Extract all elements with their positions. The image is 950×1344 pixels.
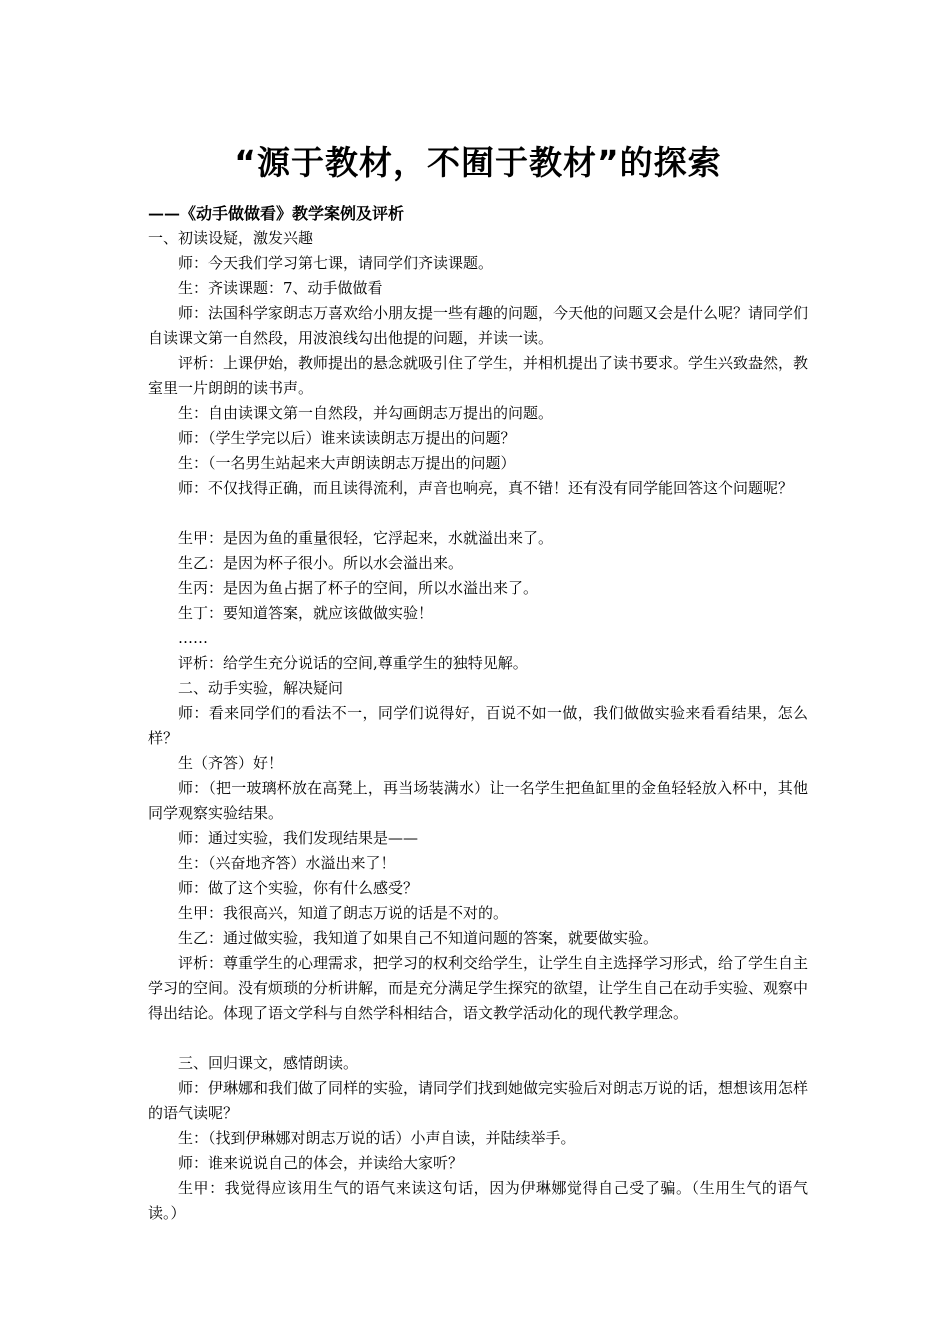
document-title: “源于教材，不囿于教材”的探索 [234,143,722,182]
paragraph: 师：通过实验，我们发现结果是—— [178,829,419,847]
paragraph: 师：做了这个实验，你有什么感受？ [178,879,419,897]
section-heading: 三、回归课文，感情朗读。 [178,1054,359,1072]
paragraph: 师：伊琳娜和我们做了同样的实验，请同学们找到她做完实验后对朗志万说的话，想想该用怎样的语气读呢？ [148,1079,809,1122]
paragraph: 师：看来同学们的看法不一，同学们说得好，百说不如一做，我们做做实验来看看结果，怎么样？ [148,704,808,747]
paragraph: 生：（一名男生站起来大声朗读朗志万提出的问题） [178,454,516,472]
paragraph: 生丙：是因为鱼占据了杯子的空间，所以水溢出来了。 [178,579,539,597]
paragraph: 师：法国科学家朗志万喜欢给小朋友提一些有趣的问题，今天他的问题又会是什么呢？请同学们自读课文第一自然段，用波浪线勾出他提的问题，并读一读。 [148,304,809,347]
paragraph: 师：（学生学完以后）谁来读读朗志万提出的问题？ [178,429,516,447]
paragraph: 生乙：通过做实验，我知道了如果自己不知道问题的答案，就要做实验。 [178,929,659,947]
paragraph: 生（齐答）好！ [178,754,284,772]
paragraph: 评析：给学生充分说话的空间,尊重学生的独特见解。 [178,654,528,672]
paragraph: …… [178,629,208,647]
paragraph: 生甲：我很高兴，知道了朗志万说的话是不对的。 [178,904,509,922]
paragraph: 评析：上课伊始，教师提出的悬念就吸引住了学生，并相机提出了读书要求。学生兴致盎然，教室里一片朗朗的读书声。 [148,354,809,397]
paragraph: 师：谁来说说自己的体会，并读给大家听？ [178,1154,464,1172]
paragraph: 生：（找到伊琳娜对朗志万说的话）小声自读，并陆续举手。 [178,1129,576,1147]
section-heading: 二、动手实验，解决疑问 [178,679,344,697]
paragraph: 师：不仅找得正确，而且读得流利，声音也响亮，真不错！还有没有同学能回答这个问题呢？ [178,479,794,497]
paragraph: 生甲：我觉得应该用生气的语气来读这句话，因为伊琳娜觉得自己受了骗。（生用生气的语气读。） [148,1179,808,1222]
paragraph: 师：（把一玻璃杯放在高凳上，再当场装满水）让一名学生把鱼缸里的金鱼轻轻放入杯中，其他同学观察实验结果。 [148,779,808,822]
paragraph: 生乙：是因为杯子很小。所以水会溢出来。 [178,554,464,572]
paragraph: 生甲：是因为鱼的重量很轻，它浮起来，水就溢出来了。 [178,529,554,547]
paragraph: 生：齐读课题：7、动手做做看 [178,279,383,297]
document-subtitle: ——《动手做做看》教学案例及评析 [148,204,405,223]
paragraph: 生丁：要知道答案，就应该做做实验！ [178,604,434,622]
paragraph: 生：自由读课文第一自然段，并勾画朗志万提出的问题。 [178,404,554,422]
paragraph: 评析：尊重学生的心理需求，把学习的权利交给学生，让学生自主选择学习形式，给了学生自主学习的空间。没有烦琐的分析讲解，而是充分满足学生探究的欲望，让学生自己在动手实验、观察中得出结论。体现了语文学科与自然学科相结合，语文教学活动化的现代教学理念。 [148,954,809,1022]
paragraph: 生：（兴奋地齐答）水溢出来了！ [178,854,396,872]
paragraph: 师：今天我们学习第七课，请同学们齐读课题。 [178,254,494,272]
section-heading: 一、初读设疑，激发兴趣 [148,229,314,247]
